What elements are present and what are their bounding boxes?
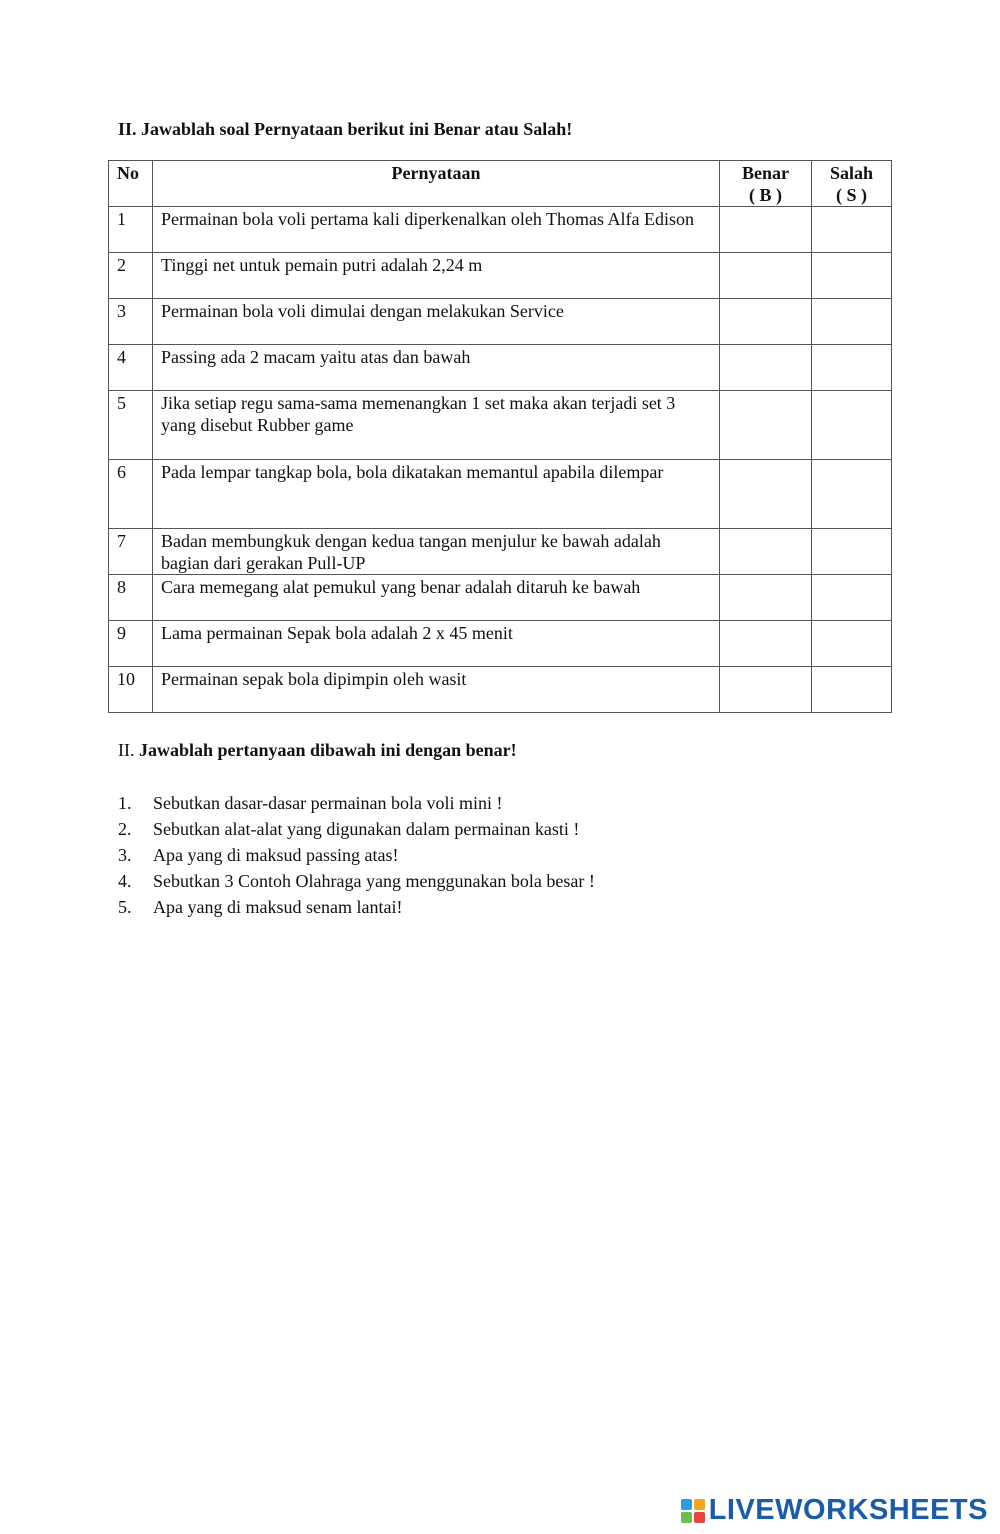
salah-answer-cell[interactable] <box>812 667 892 713</box>
header-benar <box>720 161 812 207</box>
header-salah-label: Salah <box>829 163 874 183</box>
watermark-text: LIVEWORKSHEETS <box>708 1494 988 1526</box>
table-row <box>109 529 892 575</box>
table-row <box>109 575 892 621</box>
question-number: 1. <box>118 793 132 813</box>
salah-answer-cell[interactable] <box>812 575 892 621</box>
liveworksheets-logo-icon <box>681 1499 705 1523</box>
list-item <box>118 894 595 920</box>
salah-answer-cell[interactable] <box>812 253 892 299</box>
salah-answer-cell[interactable] <box>812 529 892 575</box>
section-2-heading <box>118 740 517 761</box>
question-text: Apa yang di maksud passing atas! <box>153 845 399 865</box>
row-statement: Permainan bola voli pertama kali diperkenalkan oleh Thomas Alfa Edison <box>153 207 720 253</box>
table-row <box>109 299 892 345</box>
benar-answer-cell[interactable] <box>720 253 812 299</box>
benar-answer-cell[interactable] <box>720 391 812 460</box>
list-item <box>118 790 595 816</box>
row-number: 2 <box>109 253 153 299</box>
table-row <box>109 667 892 713</box>
row-statement: Tinggi net untuk pemain putri adalah 2,24 m <box>153 253 720 299</box>
section-1-title: II. Jawablah soal Pernyataan berikut ini Benar atau Salah! <box>118 119 573 139</box>
salah-answer-cell[interactable] <box>812 621 892 667</box>
list-item <box>118 816 595 842</box>
benar-answer-cell[interactable] <box>720 667 812 713</box>
row-statement: Pada lempar tangkap bola, bola dikatakan memantul apabila dilempar <box>153 460 720 529</box>
salah-answer-cell[interactable] <box>812 207 892 253</box>
row-statement: Permainan bola voli dimulai dengan melakukan Service <box>153 299 720 345</box>
table-header-row <box>109 161 892 207</box>
benar-answer-cell[interactable] <box>720 621 812 667</box>
question-number: 5. <box>118 897 132 917</box>
table-row <box>109 460 892 529</box>
row-number: 9 <box>109 621 153 667</box>
logo-tile-red <box>694 1512 705 1523</box>
table-row <box>109 253 892 299</box>
header-benar-label: Benar <box>742 163 789 183</box>
liveworksheets-watermark <box>681 1494 988 1527</box>
row-number: 8 <box>109 575 153 621</box>
header-salah <box>812 161 892 207</box>
section-2-prefix: II. <box>118 740 135 760</box>
logo-tile-green <box>681 1512 692 1523</box>
logo-tile-orange <box>694 1499 705 1510</box>
table-row <box>109 207 892 253</box>
salah-answer-cell[interactable] <box>812 299 892 345</box>
question-text: Sebutkan dasar-dasar permainan bola voli mini ! <box>153 793 503 813</box>
logo-tile-blue <box>681 1499 692 1510</box>
true-false-table <box>108 160 892 713</box>
row-number: 7 <box>109 529 153 575</box>
question-list <box>118 790 595 920</box>
table-row <box>109 391 892 460</box>
salah-answer-cell[interactable] <box>812 460 892 529</box>
header-benar-code: ( B ) <box>749 185 782 205</box>
header-no: No <box>109 161 153 207</box>
header-salah-code: ( S ) <box>836 185 867 205</box>
salah-answer-cell[interactable] <box>812 345 892 391</box>
benar-answer-cell[interactable] <box>720 345 812 391</box>
row-number: 10 <box>109 667 153 713</box>
question-number: 3. <box>118 845 132 865</box>
row-number: 1 <box>109 207 153 253</box>
row-number: 6 <box>109 460 153 529</box>
benar-answer-cell[interactable] <box>720 207 812 253</box>
benar-answer-cell[interactable] <box>720 575 812 621</box>
question-text: Apa yang di maksud senam lantai! <box>153 897 403 917</box>
salah-answer-cell[interactable] <box>812 391 892 460</box>
section-2-title: Jawablah pertanyaan dibawah ini dengan benar! <box>139 740 517 760</box>
benar-answer-cell[interactable] <box>720 299 812 345</box>
question-number: 2. <box>118 819 132 839</box>
question-text: Sebutkan 3 Contoh Olahraga yang menggunakan bola besar ! <box>153 871 595 891</box>
row-statement: Lama permainan Sepak bola adalah 2 x 45 menit <box>153 621 720 667</box>
list-item <box>118 842 595 868</box>
question-text: Sebutkan alat-alat yang digunakan dalam permainan kasti ! <box>153 819 580 839</box>
row-statement: Passing ada 2 macam yaitu atas dan bawah <box>153 345 720 391</box>
row-statement: Cara memegang alat pemukul yang benar adalah ditaruh ke bawah <box>153 575 720 621</box>
row-number: 5 <box>109 391 153 460</box>
question-number: 4. <box>118 871 132 891</box>
row-number: 3 <box>109 299 153 345</box>
benar-answer-cell[interactable] <box>720 529 812 575</box>
row-statement: Jika setiap regu sama-sama memenangkan 1 set maka akan terjadi set 3 yang disebut Rubber game <box>153 391 720 460</box>
benar-answer-cell[interactable] <box>720 460 812 529</box>
table-row <box>109 345 892 391</box>
table-row <box>109 621 892 667</box>
header-statement: Pernyataan <box>153 161 720 207</box>
row-statement: Permainan sepak bola dipimpin oleh wasit <box>153 667 720 713</box>
row-number: 4 <box>109 345 153 391</box>
row-statement: Badan membungkuk dengan kedua tangan menjulur ke bawah adalah bagian dari gerakan Pull-UP <box>153 529 720 575</box>
list-item <box>118 868 595 894</box>
